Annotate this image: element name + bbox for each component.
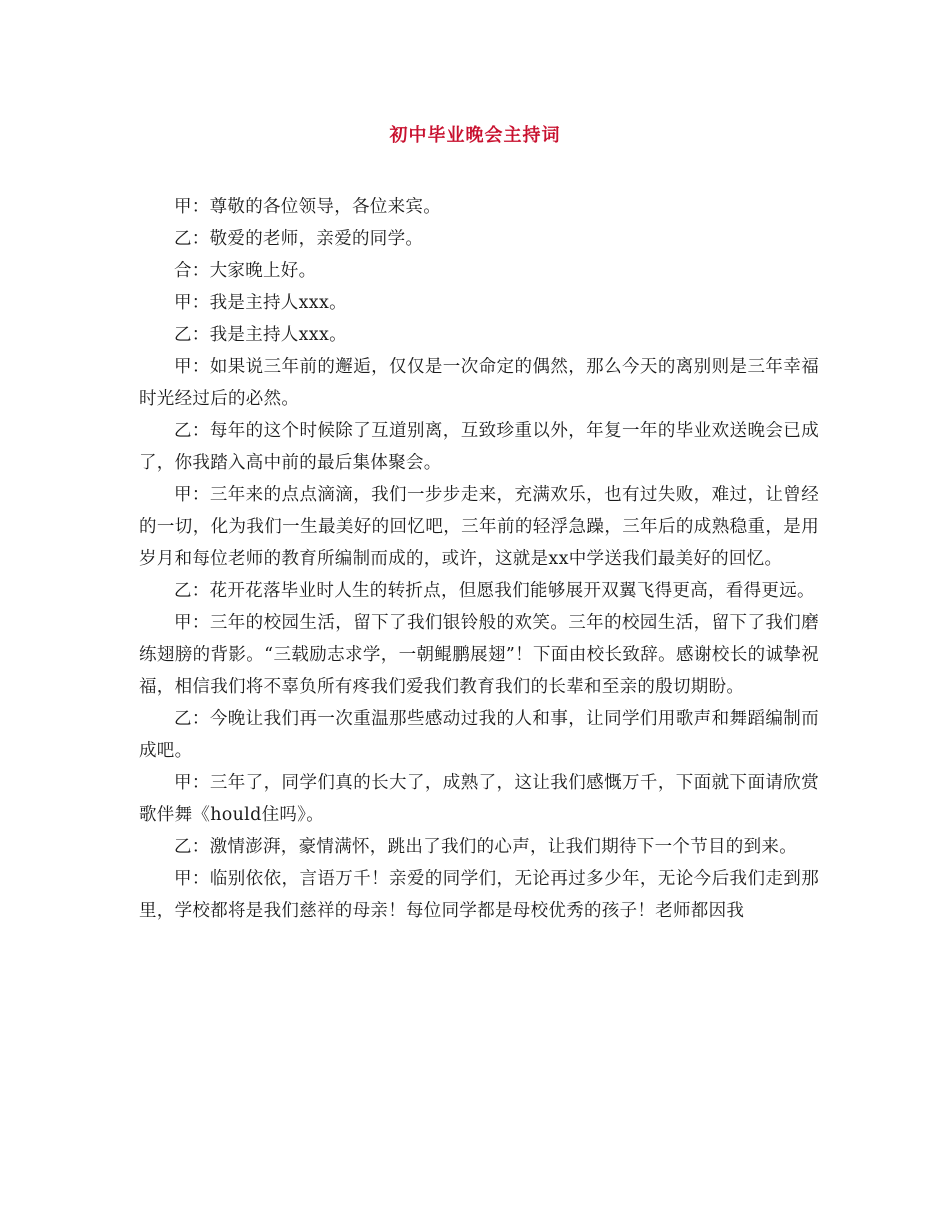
paragraph: 乙：今晚让我们再一次重温那些感动过我的人和事，让同学们用歌声和舞蹈编制而成吧。 [139, 709, 819, 761]
paragraph: 乙：我是主持人xxx。 [174, 325, 347, 345]
paragraph: 甲：三年了，同学们真的长大了，成熟了，这让我们感慨万千，下面就下面请欣赏歌伴舞《hould住吗》。 [139, 773, 819, 825]
paragraph: 乙：敬爱的老师，亲爱的同学。 [174, 229, 424, 249]
document-body [139, 191, 819, 927]
paragraph: 乙：花开花落毕业时人生的转折点，但愿我们能够展开双翼飞得更高，看得更远。 [174, 581, 815, 601]
paragraph: 甲：我是主持人xxx。 [174, 293, 347, 313]
paragraph: 甲：三年来的点点滴滴，我们一步步走来，充满欢乐，也有过失败，难过，让曾经的一切，化为我们一生最美好的回忆吧，三年前的轻浮急躁，三年后的成熟稳重，是用岁月和每位老师的教育所编制而成的，或许，这就是xx中学送我们最美好的回忆。 [139, 485, 819, 569]
paragraph: 乙：激情澎湃，豪情满怀，跳出了我们的心声，让我们期待下一个节目的到来。 [174, 837, 797, 857]
paragraph: 甲：三年的校园生活，留下了我们银铃般的欢笑。三年的校园生活，留下了我们磨练翅膀的背影。“三载励志求学，一朝鲲鹏展翅”！下面由校长致辞。感谢校长的诚挚祝福，相信我们将不辜负所有疼我们爱我们教育我们的长辈和至亲的殷切期盼。 [139, 613, 819, 697]
paragraph: 合：大家晚上好。 [174, 261, 317, 281]
paragraph: 甲：临别依依，言语万千！亲爱的同学们，无论再过多少年，无论今后我们走到那里，学校都将是我们慈祥的母亲！每位同学都是母校优秀的孩子！老师都因我 [139, 869, 819, 921]
paragraph: 甲：如果说三年前的邂逅，仅仅是一次命定的偶然，那么今天的离别则是三年幸福时光经过后的必然。 [139, 357, 819, 409]
paragraph: 乙：每年的这个时候除了互道别离，互致珍重以外，年复一年的毕业欢送晚会已成了，你我踏入高中前的最后集体聚会。 [139, 421, 819, 473]
paragraph: 甲：尊敬的各位领导，各位来宾。 [174, 197, 441, 217]
document-title: 初中毕业晚会主持词 [389, 125, 561, 146]
